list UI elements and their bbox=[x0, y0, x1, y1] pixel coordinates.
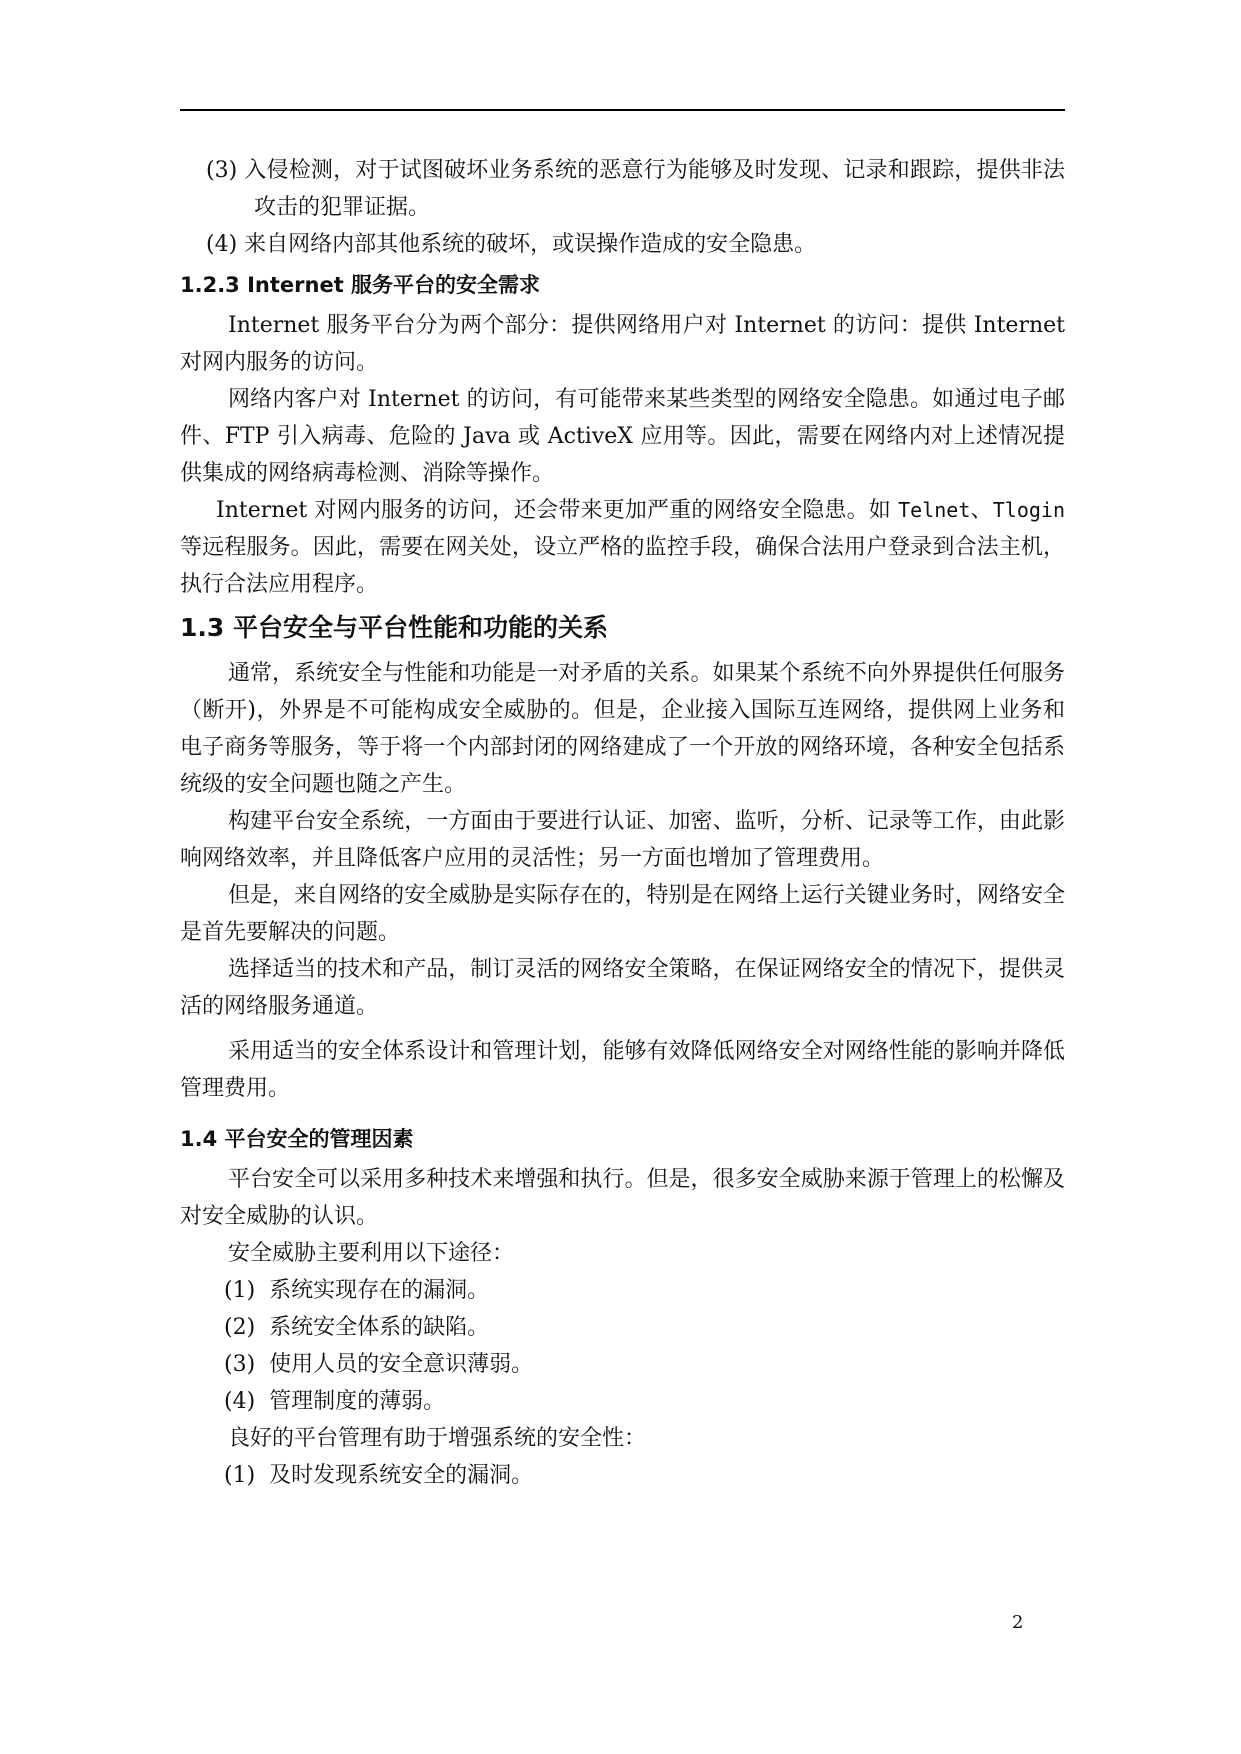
paragraph: 通常，系统安全与性能和功能是一对矛盾的关系。如果某个系统不向外界提供任何服务（断开)，外界是不可能构成安全威胁的。但是，企业接入国际互连网络，提供网上业务和电子商务等服务，等于将一个内部封闭的网络建成了一个开放的网络环境，各种安全包括系统级的安全问题也随之产生。 bbox=[180, 661, 1065, 797]
paragraph: 平台安全可以采用多种技术来增强和执行。但是，很多安全威胁来源于管理上的松懈及对安全威胁的认识。 bbox=[180, 1167, 1065, 1229]
paragraph: 选择适当的技术和产品，制订灵活的网络安全策略，在保证网络安全的情况下，提供灵活的网络服务通道。 bbox=[180, 957, 1065, 1019]
paragraph: 采用适当的安全体系设计和管理计划，能够有效降低网络安全对网络性能的影响并降低管理费用。 bbox=[180, 1039, 1065, 1101]
paragraph: Internet 对网内服务的访问，还会带来更加严重的网络安全隐患。如 Telnet、Tlogin 等远程服务。因此，需要在网关处，设立严格的监控手段，确保合法用户登录到合法主机，执行合法应用程序。 bbox=[180, 498, 1065, 597]
page-content bbox=[180, 152, 1065, 1494]
list-item: (3) 入侵检测，对于试图破坏业务系统的恶意行为能够及时发现、记录和跟踪，提供非法攻击的犯罪证据。 bbox=[206, 158, 1065, 220]
page-number: 2 bbox=[1012, 1612, 1024, 1633]
paragraph: 安全威胁主要利用以下途径： bbox=[228, 1241, 515, 1266]
list-item: (1) 及时发现系统安全的漏洞。 bbox=[224, 1463, 534, 1488]
paragraph: 良好的平台管理有助于增强系统的安全性： bbox=[228, 1426, 647, 1451]
paragraph: 构建平台安全系统，一方面由于要进行认证、加密、监听，分析、记录等工作，由此影响网络效率，并且降低客户应用的灵活性；另一方面也增加了管理费用。 bbox=[180, 809, 1065, 871]
header-rule bbox=[180, 109, 1065, 111]
code-telnet: Telnet bbox=[898, 498, 971, 522]
code-tlogin: Tlogin bbox=[992, 498, 1065, 522]
list-item: (2) 系统安全体系的缺陷。 bbox=[224, 1315, 490, 1340]
list-item: (3) 使用人员的安全意识薄弱。 bbox=[224, 1352, 534, 1377]
paragraph: 但是，来自网络的安全威胁是实际存在的，特别是在网络上运行关键业务时，网络安全是首先要解决的问题。 bbox=[180, 883, 1065, 945]
list-item: (4) 管理制度的薄弱。 bbox=[224, 1389, 446, 1414]
list-item: (4) 来自网络内部其他系统的破坏，或误操作造成的安全隐患。 bbox=[206, 232, 817, 257]
section-heading-1-2-3: 1.2.3 Internet 服务平台的安全需求 bbox=[180, 273, 541, 297]
paragraph: Internet 服务平台分为两个部分：提供网络用户对 Internet 的访问：提供 Internet 对网内服务的访问。 bbox=[180, 313, 1065, 375]
paragraph: 网络内客户对 Internet 的访问，有可能带来某些类型的网络安全隐患。如通过电子邮件、FTP 引入病毒、危险的 Java 或 ActiveX 应用等。因此，需要在网络内对上述情况提供集成的网络病毒检测、消除等操作。 bbox=[180, 387, 1065, 486]
section-heading-1-3: 1.3 平台安全与平台性能和功能的关系 bbox=[180, 613, 608, 642]
list-item: (1) 系统实现存在的漏洞。 bbox=[224, 1278, 490, 1303]
section-heading-1-4: 1.4 平台安全的管理因素 bbox=[180, 1127, 414, 1151]
